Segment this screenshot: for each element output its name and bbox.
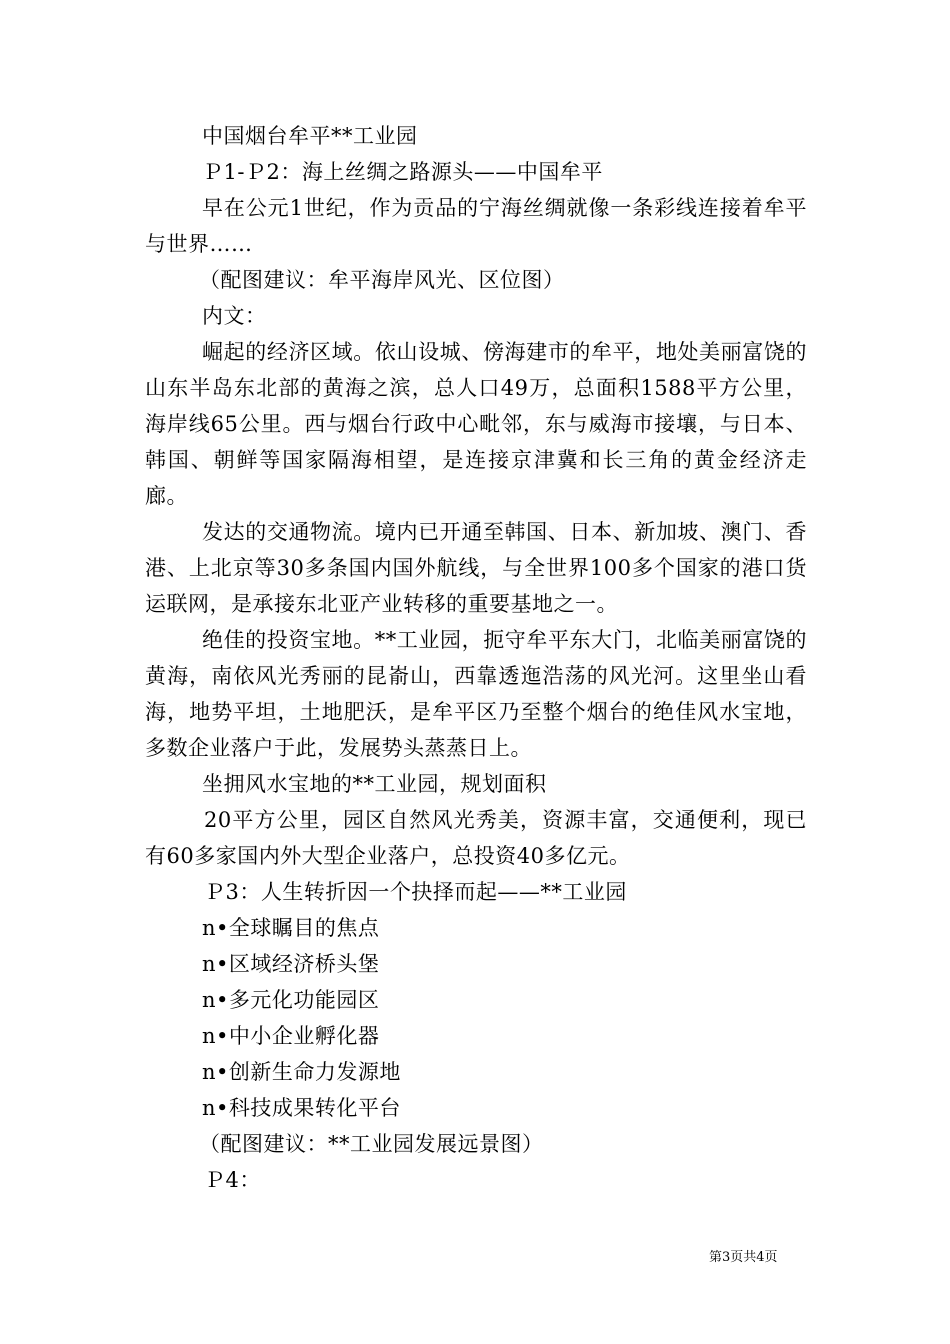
doc-title: 中国烟台牟平**工业园 xyxy=(202,124,418,148)
bullet-item: n•多元化功能园区 xyxy=(202,988,380,1012)
paragraph-planned-area-detail: 20平方公里，园区自然风光秀美，资源丰富，交通便利，现已有60多家国内外大型企业落户，总投资40多亿元。 xyxy=(145,808,807,868)
bullet-item: n•创新生命力发源地 xyxy=(202,1060,401,1084)
page-number: 第3页共4页 xyxy=(709,1250,778,1265)
bullet-item: n•中小企业孵化器 xyxy=(202,1024,380,1048)
bullet-item: n•科技成果转化平台 xyxy=(202,1096,401,1120)
section-heading-p4: Ｐ4： xyxy=(204,1168,261,1192)
bullet-item: n•全球瞩目的焦点 xyxy=(202,916,380,940)
paragraph-transport-logistics: 发达的交通物流。境内已开通至韩国、日本、新加坡、澳门、香港、上北京等30多条国内国外航线，与全世界100多个国家的港口货运联网，是承接东北亚产业转移的重要基地之一。 xyxy=(145,520,807,616)
image-suggestion-1: （配图建议：牟平海岸风光、区位图） xyxy=(199,268,565,292)
paragraph-economic-region: 崛起的经济区域。依山设城、傍海建市的牟平，地处美丽富饶的山东半岛东北部的黄海之滨，总人口49万，总面积1588平方公里，海岸线65公里。西与烟台行政中心毗邻，东与威海市接壤，与日本、韩国、朝鲜等国家隔海相望，是连接京津冀和长三角的黄金经济走廊。 xyxy=(145,340,807,508)
body-label: 内文： xyxy=(202,304,267,328)
intro-paragraph: 早在公元1世纪，作为贡品的宁海丝绸就像一条彩线连接着牟平与世界…… xyxy=(145,196,807,256)
section-heading-p1-p2: Ｐ1-Ｐ2：海上丝绸之路源头——中国牟平 xyxy=(202,160,603,184)
section-heading-p3: Ｐ3：人生转折因一个抉择而起——**工业园 xyxy=(204,880,627,904)
paragraph-planned-area-lead: 坐拥风水宝地的**工业园，规划面积 xyxy=(202,772,547,796)
image-suggestion-2: （配图建议：**工业园发展远景图） xyxy=(199,1132,544,1156)
paragraph-investment-site: 绝佳的投资宝地。**工业园，扼守牟平东大门，北临美丽富饶的黄海，南依风光秀丽的昆嵛山，西靠透迤浩荡的风光河。这里坐山看海，地势平坦，土地肥沃，是牟平区乃至整个烟台的绝佳风水宝地，多数企业落户于此，发展势头蒸蒸日上。 xyxy=(145,628,807,760)
bullet-item: n•区域经济桥头堡 xyxy=(202,952,380,976)
document-body xyxy=(145,118,807,1198)
